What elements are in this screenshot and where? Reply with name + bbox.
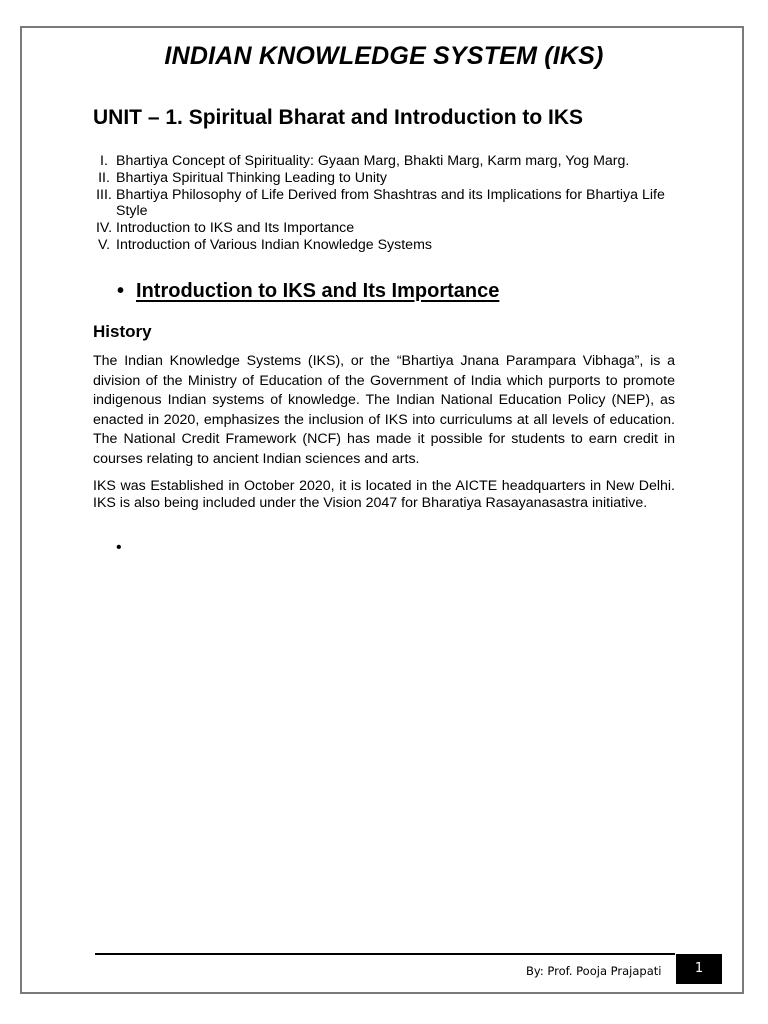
- topic-item: [70, 237, 676, 254]
- section-heading-label: Introduction to IKS and Its Importance: [136, 280, 500, 302]
- topic-text: Introduction to IKS and Its Importance: [116, 220, 355, 237]
- footer-credit: By: Prof. Pooja Prajapati: [526, 964, 662, 978]
- footer-divider: [95, 953, 675, 955]
- topic-item: [70, 170, 676, 187]
- empty-bullet-icon: •: [116, 539, 122, 556]
- topic-number: I.: [100, 153, 108, 169]
- page-number: 1: [676, 954, 722, 984]
- body-paragraph: IKS was Established in October 2020, it is located in the AICTE headquarters in New Delhi. IKS is also being included under the Vision 2047 for Bharatiya Rasayanasastra initiative.: [93, 478, 675, 511]
- topic-item: [70, 187, 676, 221]
- sub-heading-history: History: [93, 322, 152, 341]
- topic-item: [70, 153, 676, 170]
- section-heading: [117, 280, 505, 303]
- document-title: INDIAN KNOWLEDGE SYSTEM (IKS): [164, 42, 604, 70]
- topic-number: IV.: [95, 220, 113, 237]
- topic-text: Bhartiya Concept of Spirituality: Gyaan Marg, Bhakti Marg, Karm marg, Yog Marg.: [116, 153, 630, 169]
- bullet-icon: •: [117, 280, 125, 302]
- topic-item: [70, 220, 676, 237]
- topic-number: III.: [96, 186, 112, 203]
- unit-topic-list: [70, 153, 676, 254]
- unit-heading: UNIT – 1. Spiritual Bharat and Introduction to IKS: [93, 106, 584, 129]
- topic-text: Bhartiya Philosophy of Life Derived from Shashtras and its Implications for Bhartiya Life Style: [116, 186, 665, 220]
- topic-number: II.: [98, 169, 110, 186]
- topic-text: Bhartiya Spiritual Thinking Leading to Unity: [116, 169, 388, 186]
- topic-text: Introduction of Various Indian Knowledge Systems: [116, 236, 432, 253]
- body-paragraph: The Indian Knowledge Systems (IKS), or the “Bhartiya Jnana Parampara Vibhaga”, is a division of the Ministry of Education of the Government of India which purports to promote indigenous Indian systems of knowledge. The Indian National Education Policy (NEP), as enacted in 2020, emphasizes the inclusion of IKS into curriculums at all levels of education. The National Credit Framework (NCF) has made it possible for students to earn credit in courses relating to ancient Indian sciences and arts.: [93, 353, 675, 467]
- topic-number: V.: [97, 236, 111, 253]
